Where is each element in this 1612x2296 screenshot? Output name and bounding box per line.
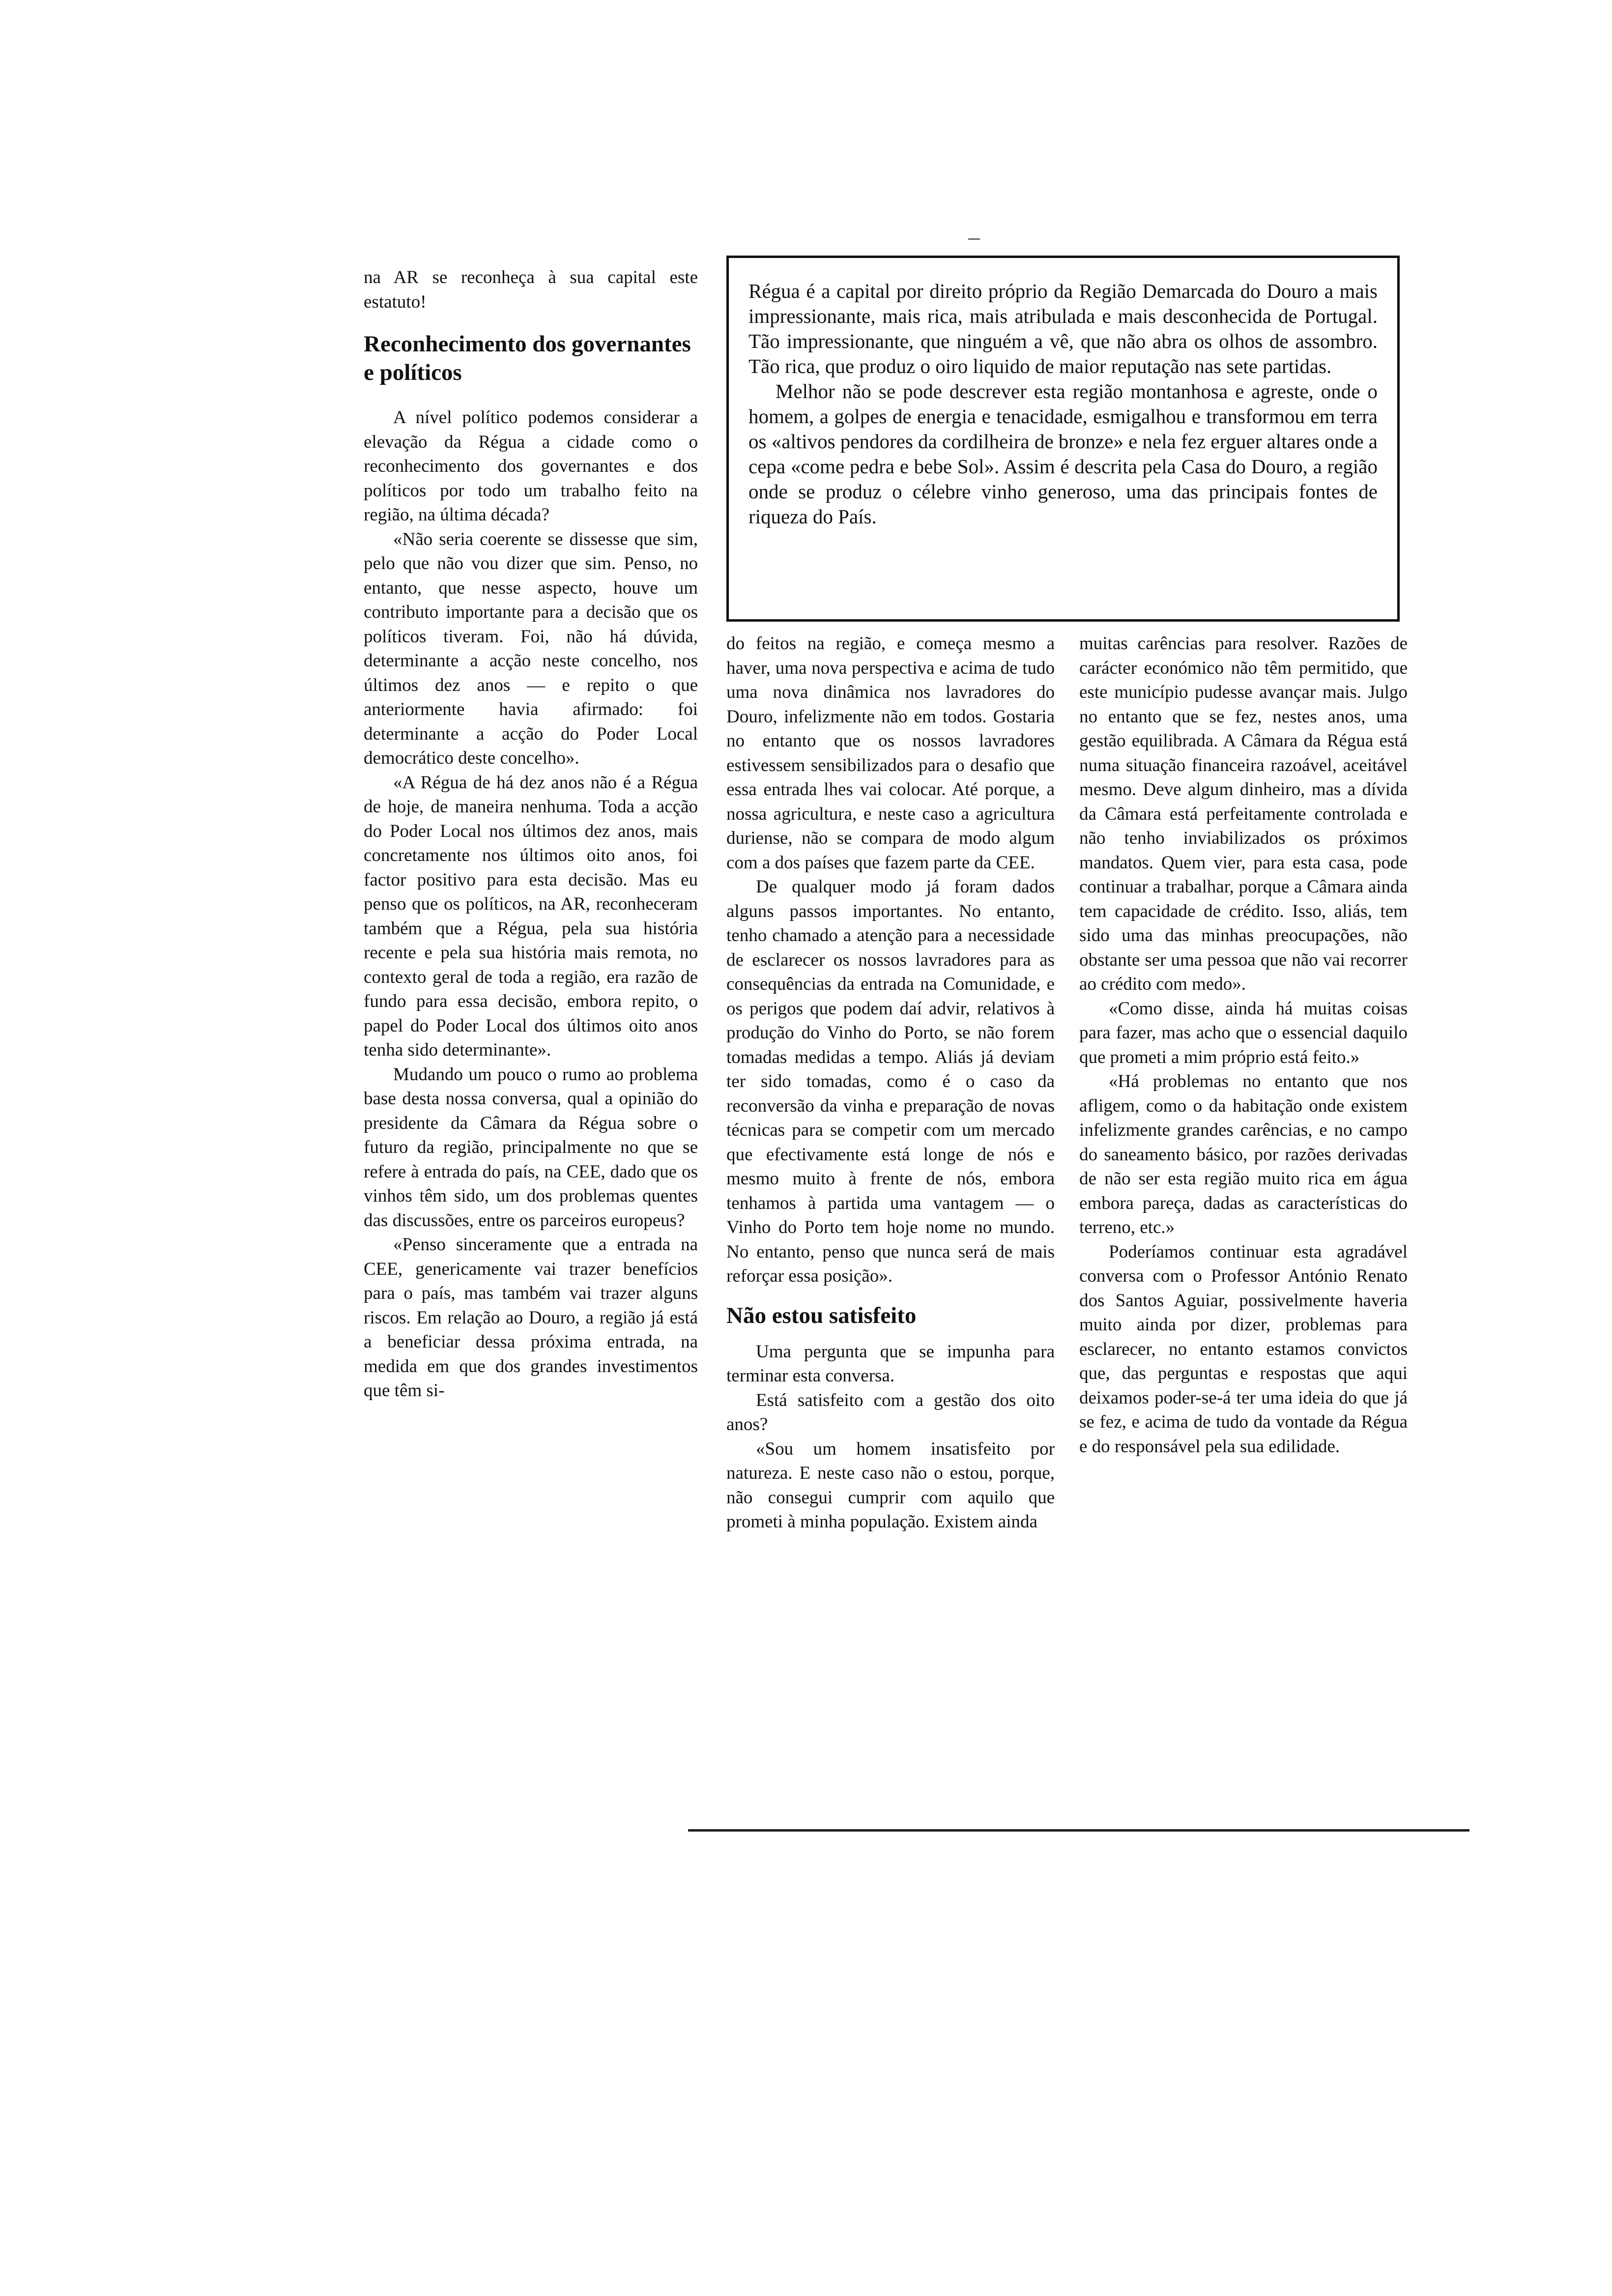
left-paragraph: «Não seria coerente se dissesse que sim, pelo que não vou dizer que sim. Penso, no entanto, que nesse aspecto, houve um contributo importante para a decisão que os políticos tiveram. Foi, não há dúvida, determinante a acção neste concelho, nos últimos dez anos — e repito o que anteriormente havia afirmado: foi determinante a acção do Poder Local democrático deste concelho». [364,529,698,768]
middle-paragraph: «Sou um homem insatisfeito por natureza. E neste caso não o estou, porque, não consegui cumprir com aquilo que prometi à minha população. Existem ainda [726,1438,1055,1532]
box-paragraph: Régua é a capital por direito próprio da Região Demarcada do Douro a mais impressionante, mais rica, mais atribulada e mais desconhecida de Portugal. Tão impressionante, que ninguém a vê, que não abra os olhos de assombro. Tão rica, que produz o oiro liquido de maior reputação nas sete partidas. [748,280,1378,377]
right-paragraph: «Como disse, ainda há muitas coisas para fazer, mas acho que o essencial daquilo que prometi a mim próprio está feito.» [1079,998,1408,1067]
right-paragraph: «Há problemas no entanto que nos afligem, como o da habitação onde existem infelizmente grandes carências, e no campo do saneamento básico, por razões derivadas de não ser esta região muito rica em água embora pareça, dadas as características do terreno, etc.» [1079,1071,1408,1237]
column-left [364,265,698,1403]
left-paragraph: A nível político podemos considerar a elevação da Régua a cidade como o reconhecimento dos governantes e dos políticos por todo um trabalho feito na região, na última década? [364,407,698,525]
left-paragraph: Mudando um pouco o rumo ao problema base desta nossa conversa, qual a opinião do presidente da Câmara da Régua sobre o futuro da região, principalmente no que se refere à entrada do país, na CEE, dado que os vinhos têm sido, um dos problemas quentes das discussões, entre os parceiros europeus? [364,1064,698,1231]
column-middle [726,631,1055,1534]
bottom-rule [688,1829,1469,1832]
right-paragraph: Poderíamos continuar esta agradável conversa com o Professor António Renato dos Santos Aguiar, possivelmente haveria muito ainda por dizer, problemas para esclarecer, no entanto estamos convictos que, das perguntas e respostas que aqui deixamos poder-se-á ter uma ideia do que já se fez, e acima de tudo da vontade da Régua e do responsável pela sua edilidade. [1079,1241,1408,1457]
column-right [1079,631,1408,1459]
highlight-box [726,256,1400,622]
middle-paragraph: De qualquer modo já foram dados alguns passos importantes. No entanto, tenho chamado a atenção para a necessidade de esclarecer os nossos lavradores para as consequências da entrada na Comunidade, e os perigos que podem daí advir, relativos à produção do Vinho do Porto, se não forem tomadas medidas a tempo. Aliás já deviam ter sido tomadas, como é o caso da reconversão da vinha e preparação de novas técnicas para se competir com um mercado que efectivamente está longe de nós e mesmo muito à frente de nós, embora tenhamos à partida uma vantagem — o Vinho do Porto tem hoje nome no mundo. No entanto, penso que nunca será de mais reforçar essa posição». [726,877,1055,1286]
middle-paragraph: Uma pergunta que se impunha para terminar esta conversa. [726,1341,1055,1386]
left-paragraph: «Penso sinceramente que a entrada na CEE, genericamente vai trazer benefícios para o país, mas também vai trazer alguns riscos. Em relação ao Douro, a região já está a beneficiar dessa próxima entrada, na medida em que dos grandes investimentos que têm si- [364,1234,698,1401]
middle-paragraph: do feitos na região, e começa mesmo a haver, uma nova perspectiva e acima de tudo uma nova dinâmica nos lavradores do Douro, infelizmente não em todos. Gostaria no entanto que os nossos lavradores estivessem sensibilizados para o desafio que essa entrada lhes vai colocar. Até porque, a nossa agricultura, e neste caso a agricultura duriense, não se compara de modo algum com a dos países que fazem parte da CEE. [726,633,1055,873]
right-paragraph: muitas carências para resolver. Razões de carácter económico não têm permitido, que este município pudesse avançar mais. Julgo no entanto que se fez, nestes anos, uma gestão equilibrada. A Câmara da Régua está numa situação financeira razoável, aceitável mesmo. Deve algum dinheiro, mas a dívida da Câmara está perfeitamente controlada e não tenho inviabilizados os próximos mandatos. Quem vier, para esta casa, pode continuar a trabalhar, porque a Câmara ainda tem capacidade de crédito. Isso, aliás, tem sido uma das minhas preocupações, não obstante ser uma pessoa que não vai recorrer ao crédito com medo». [1079,633,1408,994]
middle-paragraph: Está satisfeito com a gestão dos oito anos? [726,1390,1055,1435]
box-paragraph: Melhor não se pode descrever esta região montanhosa e agreste, onde o homem, a golpes de energia e tenacidade, esmigalhou e transformou em terra os «altivos pendores da cordilheira de bronze» e nela fez erguer altares onde a cepa «come pedra e bebe Sol». Assim é descrita pela Casa do Douro, a região onde se produz o célebre vinho generoso, uma das principais fontes de riqueza do País. [748,380,1378,528]
left-intro: na AR se reconheça à sua capital este estatuto! [364,267,698,312]
section-heading: Reconhecimento dos governantes e políticos [364,331,691,385]
section-heading: Não estou satisfeito [726,1302,917,1328]
top-rule [968,238,980,240]
left-paragraph: «A Régua de há dez anos não é a Régua de hoje, de maneira nenhuma. Toda a acção do Poder Local nos últimos dez anos, mais concretamente nos últimos oito anos, foi factor positivo para esta decisão. Mas eu penso que os políticos, na AR, reconheceram também que a Régua, pela sua história recente e pela sua história mais remota, no contexto geral de toda a região, era razão de fundo para essa decisão, embora repito, o papel do Poder Local dos últimos oito anos tenha sido determinante». [364,772,698,1060]
